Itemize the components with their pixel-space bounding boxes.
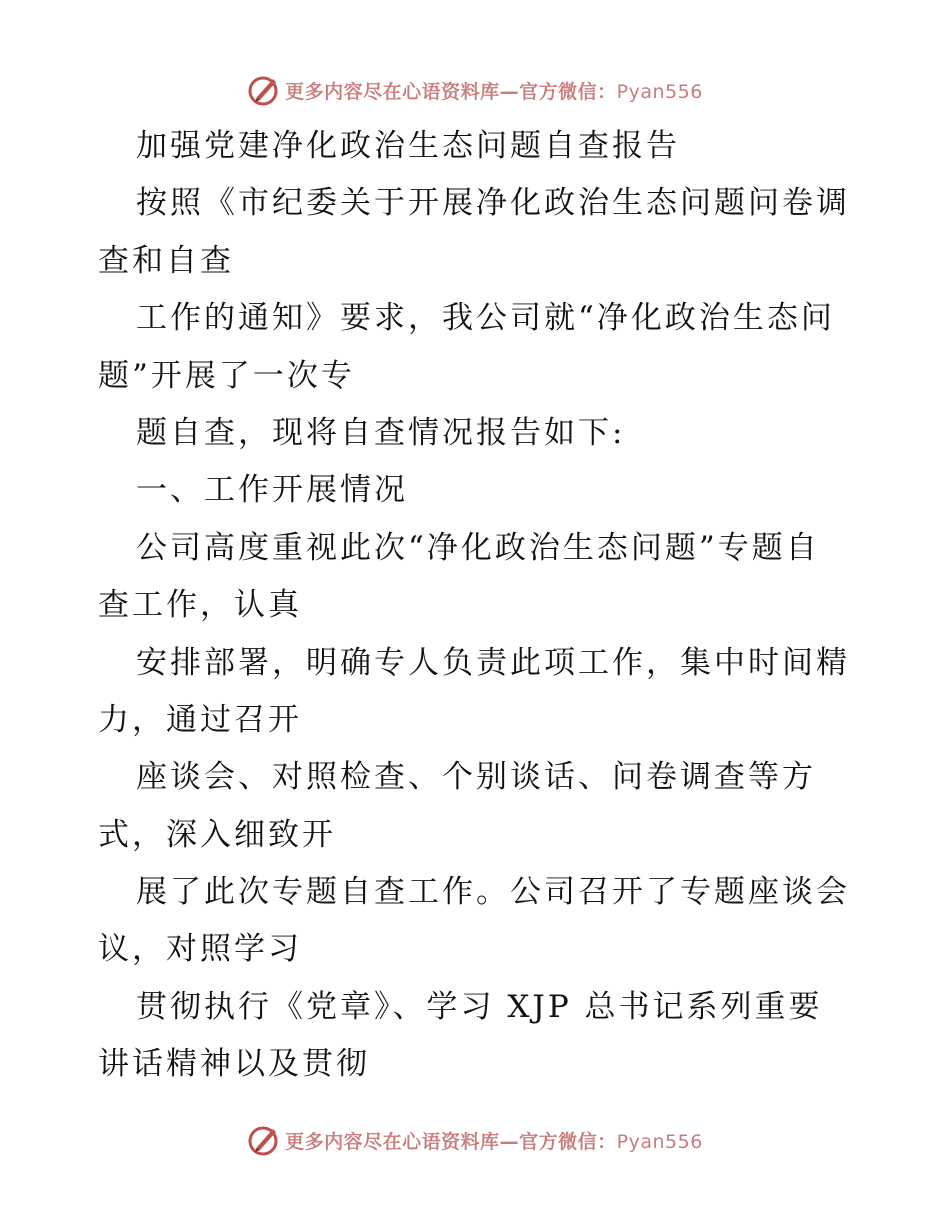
- paragraph-line: 安排部署，明确专人负责此项工作，集中时间精: [136, 644, 850, 681]
- paragraph-line: 题自查，现将自查情况报告如下:: [136, 414, 626, 451]
- document-body: [98, 118, 858, 1094]
- pen-logo-icon: [247, 1123, 281, 1157]
- watermark-text: 更多内容尽在心语资料库—官方微信：Pyan556: [285, 1130, 703, 1153]
- paragraph-line: 式，深入细致开: [98, 816, 336, 853]
- watermark-header: [0, 70, 950, 110]
- paragraph-line: 座谈会、对照检查、个别谈话、问卷调查等方: [136, 759, 816, 796]
- watermark-text: 更多内容尽在心语资料库—官方微信：Pyan556: [285, 80, 703, 103]
- paragraph-line: 题”开展了一次专: [98, 357, 355, 394]
- paragraph-line: 查工作，认真: [98, 587, 302, 624]
- document-title: 加强党建净化政治生态问题自查报告: [136, 128, 680, 164]
- paragraph-line: 工作的通知》要求，我公司就“净化政治生态问: [136, 300, 835, 337]
- pen-logo-icon: [247, 73, 281, 107]
- paragraph-line: 按照《市纪委关于开展净化政治生态问题问卷调: [136, 185, 850, 222]
- section-heading: 一、工作开展情况: [136, 472, 408, 509]
- paragraph-line: 议，对照学习: [98, 931, 302, 968]
- paragraph-line: 讲话精神以及贯彻: [98, 1046, 370, 1083]
- paragraph-line: 展了此次专题自查工作。公司召开了专题座谈会: [136, 874, 850, 911]
- paragraph-line: 查和自查: [98, 242, 234, 279]
- paragraph-line: 力，通过召开: [98, 701, 302, 738]
- paragraph-line: 公司高度重视此次“净化政治生态问题”专题自: [136, 529, 820, 566]
- paragraph-line: 贯彻执行《党章》、学习 XJP 总书记系列重要: [136, 988, 823, 1025]
- watermark-footer: [0, 1120, 950, 1160]
